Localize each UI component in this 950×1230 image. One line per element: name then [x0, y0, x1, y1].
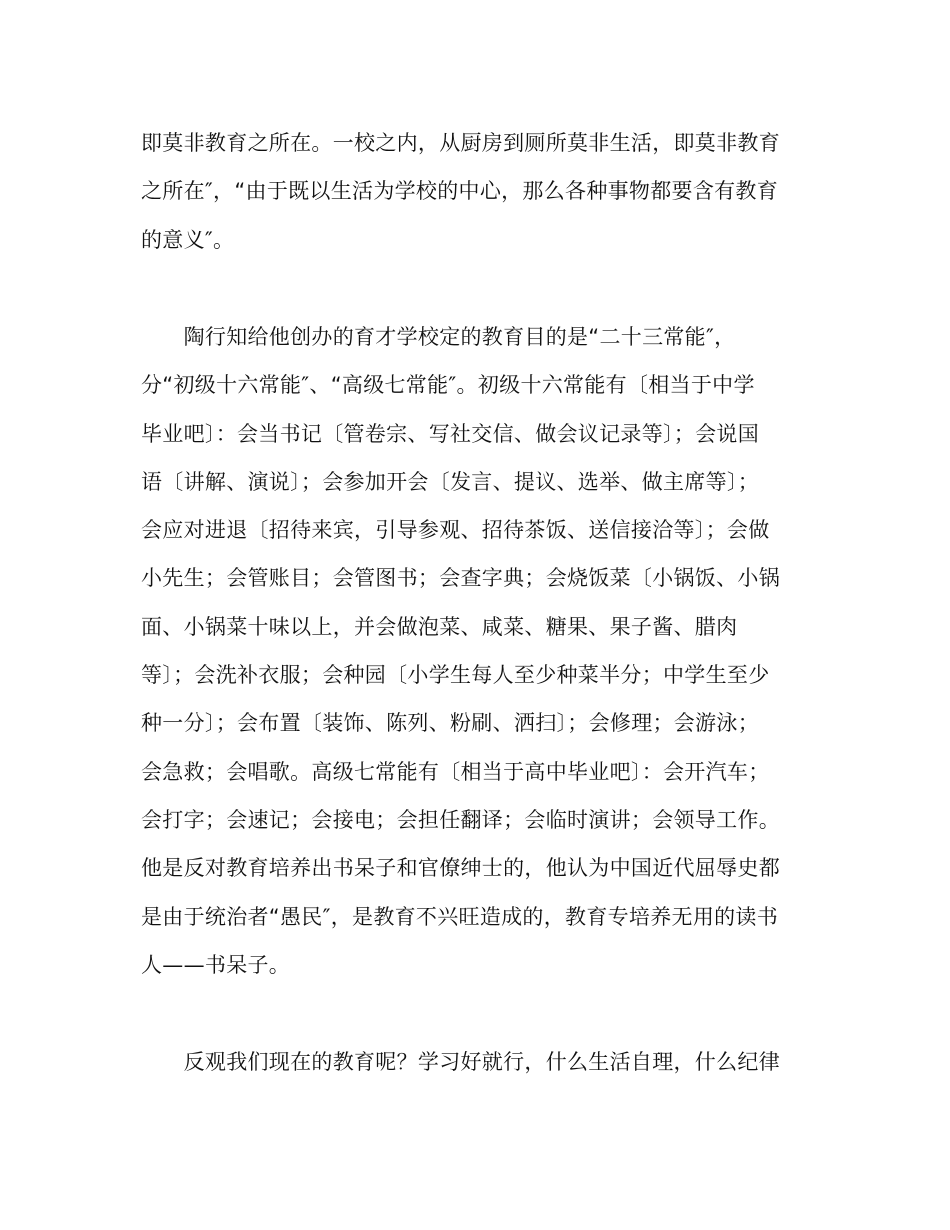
- text-line: 陶行知给他创办的育才学校定的教育目的是“二十三常能″，: [141, 325, 736, 349]
- paragraph-2: [141, 313, 821, 989]
- text-line: 之所在″，“由于既以生活为学校的中心，那么各种事物都要含有教育: [141, 179, 779, 204]
- text-line: 会打字；会速记；会接电；会担任翻译；会临时演讲；会领导工作。: [141, 807, 780, 832]
- paragraph-3: [141, 1038, 821, 1086]
- text-line: 反观我们现在的教育呢？学习好就行，什么生活自理，什么纪律: [141, 1050, 780, 1074]
- text-line: 是由于统治者“愚民″，是教育不兴旺造成的，教育专培养无用的读书: [141, 904, 779, 929]
- text-line: 种一分〕；会布置〔装饰、陈列、粉刷、洒扫〕；会修理；会游泳；: [141, 711, 759, 736]
- text-line: 的意义″。: [141, 227, 235, 252]
- text-line: 分“初级十六常能″、“高级七常能″。初级十六常能有〔相当于中学: [141, 373, 755, 398]
- text-line: 他是反对教育培养出书呆子和官僚绅士的，他认为中国近代屈辱史都: [141, 856, 780, 881]
- text-line: 人——书呆子。: [141, 952, 291, 977]
- text-line: 会应对进退〔招待来宾，引导参观、招待茶饭、送信接洽等〕；会做: [141, 518, 770, 543]
- paragraph-1: [141, 119, 821, 264]
- text-line: 会急救；会唱歌。高级七常能有〔相当于高中毕业吧〕：会开汽车；: [141, 759, 770, 784]
- text-line: 面、小锅菜十味以上，并会做泡菜、咸菜、糖果、果子酱、腊肉: [141, 614, 738, 639]
- text-line: 毕业吧〕：会当书记〔管卷宗、写社交信、做会议记录等〕；会说国: [141, 421, 759, 446]
- text-line: 小先生；会管账目；会管图书；会查字典；会烧饭菜〔小锅饭、小锅: [141, 566, 780, 591]
- text-line: 即莫非教育之所在。一校之内，从厨房到厕所莫非生活，即莫非教育: [141, 131, 780, 155]
- text-line: 语〔讲解、演说〕；会参加开会〔发言、提议、选举、做主席等〕；: [141, 469, 759, 494]
- text-line: 等〕；会洗补衣服；会种园〔小学生每人至少种菜半分；中学生至少: [141, 663, 770, 688]
